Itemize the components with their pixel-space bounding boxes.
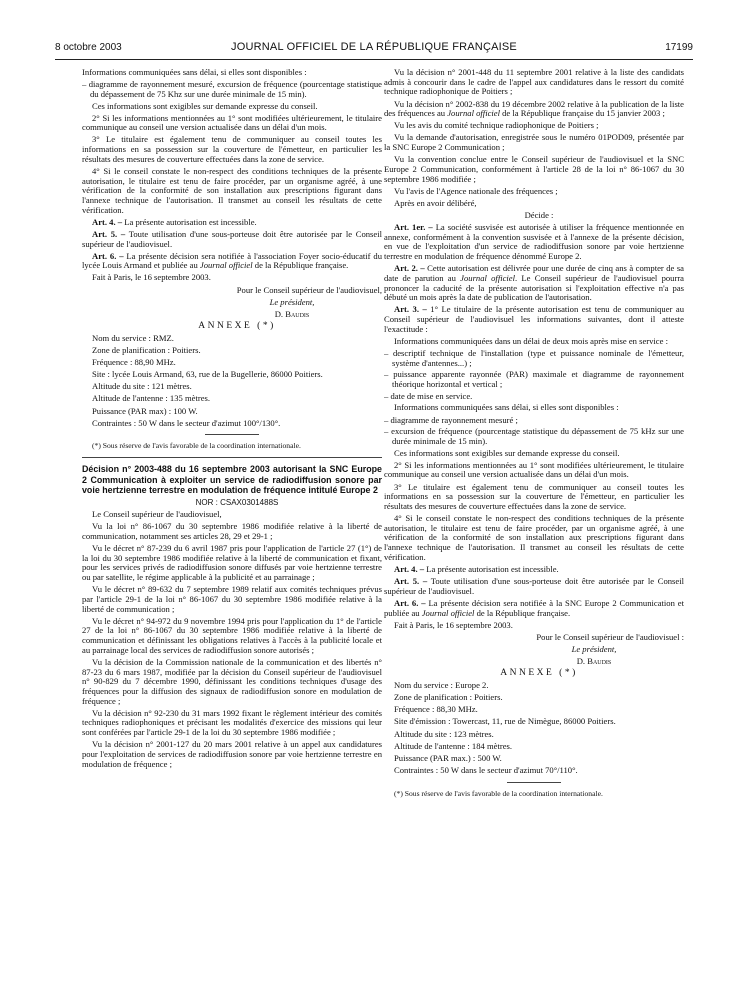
- annexe-line: Altitude du site : 121 mètres.: [92, 381, 192, 392]
- article-text: Toute utilisation d'une sous-porteuse doit être autorisée par le Conseil supérieur de l'audiovisuel.: [82, 228, 382, 249]
- signature-role: Le président,: [571, 643, 617, 654]
- annexe-line: Nom du service : RMZ.: [92, 332, 174, 343]
- article-3: [384, 305, 684, 334]
- annexe-line: Altitude du site : 123 mètres.: [394, 728, 494, 739]
- signature-name: D. Baudis: [576, 655, 612, 666]
- article-6: [384, 599, 684, 618]
- list-item: – date de mise en service.: [384, 390, 473, 401]
- signature-pour: Pour le Conseil supérieur de l'audiovisuel :: [536, 631, 684, 642]
- decision-title: Décision n° 2003-488 du 16 septembre 2003 autorisant la SNC Europe 2 Communication à exploiter un service de radiodiffusion sonore par voie hertzienne terrestre en modulation de fréquence intitulé Europe 2: [82, 464, 382, 495]
- header-date: 8 octobre 2003: [55, 42, 122, 53]
- annexe-heading: ANNEXE (*): [500, 668, 578, 679]
- paragraph: Vu le décret n° 87-239 du 6 avril 1987 pris pour l'application de l'article 27 (1°) de la loi du 30 septembre 1986 modifiée relative à la liberté de communication et fixant, pour les services privés de radiodiffusion sonore diffusés par voie hertzienne terrestre ou par satellite, le régime applicable à la publicité et au parrainage ;: [82, 542, 382, 583]
- paragraph: Le Conseil supérieur de l'audiovisuel,: [92, 509, 222, 520]
- paragraph: Vu la convention conclue entre le Conseil supérieur de l'audiovisuel et la SNC Europe 2 Communication, conformément à l'article 28 de la loi n° 86-1067 du 30 septembre 1986 modifiée ;: [384, 154, 684, 184]
- text: Vu la décision n° 2002-838 du 19 décembre 2002 relative à la publication de la liste des fréquences au: [384, 98, 684, 119]
- fait-a-paris: Fait à Paris, le 16 septembre 2003.: [394, 619, 513, 630]
- article-label: Art. 3. –: [394, 304, 427, 315]
- annexe-heading: ANNEXE (*): [198, 320, 276, 331]
- annexe-line: Fréquence : 88,90 MHz.: [92, 357, 176, 368]
- signature-name: D. Baudis: [274, 308, 310, 319]
- list-item: – diagramme de rayonnement mesuré, excursion de fréquence (pourcentage statistique du dépassement de 75 Khz sur une durée minimale de 15 min).: [82, 79, 382, 99]
- header-rule: [55, 59, 693, 60]
- article-text: 1° Le titulaire de la présente autorisation est tenu de communiquer au Conseil supérieur de l'audiovisuel les informations suivantes, dont il atteste l'exactitude :: [384, 304, 684, 334]
- paragraph: Vu le décret n° 89-632 du 7 septembre 1989 relatif aux comités techniques prévus par l'article 29-1 de la loi n° 86-1067 du 30 septembre 1986 modifiée relative à la liberté de communication ;: [82, 584, 382, 614]
- article-4: [384, 565, 684, 575]
- page-header: [55, 42, 693, 56]
- article-label: Art. 4. –: [394, 563, 425, 574]
- signature-pour: Pour le Conseil supérieur de l'audiovisuel,: [236, 284, 382, 295]
- paragraph: 3° Le titulaire est également tenu de communiquer au conseil toutes les informations en sa possession sur la couverture de l'émetteur, en particulier les résultats des mesures de couverture effectuées dans la zone de service.: [384, 481, 684, 511]
- journal-name: Journal officiel: [447, 108, 500, 119]
- article-text: La présente autorisation est incessible.: [124, 216, 257, 227]
- annexe-line: Altitude de l'antenne : 184 mètres.: [394, 740, 513, 751]
- paragraph: Vu la décision n° 92-230 du 31 mars 1992 fixant le règlement intérieur des comités techniques radiophoniques et précisant les modalités d'exercice des missions qui leur sont conférées par l'article 29-1 de la loi du 30 septembre 1986 modifiée ;: [82, 707, 382, 738]
- annexe-line: Contraintes : 50 W dans le secteur d'azimut 100°/130°.: [92, 417, 281, 428]
- section-rule: [82, 457, 382, 458]
- article-text: La présente décision sera notifiée à la SNC Europe 2 Communication et publiée au: [384, 597, 684, 618]
- article-5: [384, 577, 684, 596]
- annexe-line: Fréquence : 88,30 MHz.: [394, 704, 478, 715]
- article-text: . Le Conseil supérieur de l'audiovisuel pourra prononcer la caducité de la présente autorisation si l'exploitation effective n'a pas débuté un mois après la date de publication de l'autorisation.: [384, 272, 684, 303]
- paragraph: 2° Si les informations mentionnées au 1° sont modifiées ultérieurement, le titulaire communique au conseil une version actualisée dans un délai d'un mois.: [384, 459, 684, 480]
- header-journal-title: JOURNAL OFFICIEL DE LA RÉPUBLIQUE FRANÇAISE: [231, 41, 517, 53]
- decide-heading: Décide :: [524, 209, 554, 220]
- footnote-rule: [205, 434, 259, 435]
- article-6: [82, 252, 382, 271]
- article-text: La présente décision sera notifiée à l'association Foyer socio-éducatif du lycée Louis Armand et publiée au: [82, 250, 382, 271]
- article-text: de la République française.: [252, 260, 349, 271]
- annexe-line: Puissance (PAR max.) : 500 W.: [394, 752, 502, 763]
- article-label: Art. 5. –: [394, 576, 428, 587]
- fait-a-paris: Fait à Paris, le 16 septembre 2003.: [92, 272, 211, 283]
- paragraph: Vu la décision n° 2001-127 du 20 mars 2001 relative à un appel aux candidatures pour l'exploitation de services de radiodiffusion sonore par voie hertzienne terrestre en modulation de fréquence ;: [82, 739, 382, 769]
- paragraph: Informations communiquées sans délai, si elles sont disponibles :: [82, 68, 307, 77]
- signature-role: Le président,: [269, 296, 315, 307]
- paragraph: 2° Si les informations mentionnées au 1° sont modifiées ultérieurement, le titulaire communique au conseil une version actualisée dans un délai d'un mois.: [82, 112, 382, 133]
- article-label: Art. 2. –: [394, 263, 425, 274]
- nor-reference: NOR : CSAX0301488S: [195, 497, 279, 507]
- article-label: Art. 6. –: [92, 250, 124, 261]
- paragraph: Ces informations sont exigibles sur demande expresse du conseil.: [92, 100, 318, 111]
- footnote-rule: [507, 782, 561, 783]
- paragraph: Vu la loi n° 86-1067 du 30 septembre 1986 modifiée relative à la liberté de communication, notamment ses articles 28, 29 et 29-1 ;: [82, 521, 382, 541]
- annexe-line: Zone de planification : Poitiers.: [92, 345, 201, 356]
- article-label: Art. 1er. –: [394, 221, 433, 232]
- paragraph: Vu la demande d'autorisation, enregistrée sous le numéro 01POD09, présentée par la SNC Europe 2 Communication ;: [384, 132, 684, 153]
- header-page-number: 17199: [665, 42, 693, 53]
- paragraph: 4° Si le conseil constate le non-respect des conditions techniques de la présente autorisation, le titulaire est tenu de faire procéder, par un organisme agréé, à une vérification de la conformité de son installation aux prescriptions figurant dans l'annexe technique de l'autorisation. Il transmet au conseil les résultats de cette vérification.: [384, 513, 684, 562]
- paragraph: 3° Le titulaire est également tenu de communiquer au conseil toutes les informations en sa possession sur la couverture de l'émetteur, en particulier les résultats des mesures de couverture effectuées dans la zone de service.: [82, 134, 382, 164]
- paragraph: Vu les avis du comité technique radiophonique de Poitiers ;: [394, 120, 599, 131]
- journal-name: Journal officiel: [460, 272, 515, 283]
- article-4: [82, 218, 382, 228]
- paragraph: Informations communiquées sans délai, si elles sont disponibles :: [394, 402, 619, 413]
- article-text: Cette autorisation est délivrée pour une durée de cinq ans à compter de sa date de parution au: [384, 263, 684, 283]
- annexe-line: Nom du service : Europe 2.: [394, 680, 489, 691]
- paragraph: Après en avoir délibéré,: [394, 197, 477, 208]
- article-label: Art. 5. –: [92, 228, 126, 239]
- paragraph: Informations communiquées dans un délai de deux mois après mise en service :: [394, 335, 668, 346]
- article-text: La présente autorisation est incessible.: [426, 563, 559, 574]
- paragraph: [384, 100, 684, 119]
- annexe-line: Zone de planification : Poitiers.: [394, 692, 503, 703]
- footnote: (*) Sous réserve de l'avis favorable de la coordination internationale.: [394, 788, 603, 798]
- list-item: – diagramme de rayonnement mesuré ;: [384, 414, 518, 425]
- journal-name: Journal officiel: [199, 260, 253, 271]
- paragraph: Vu la décision de la Commission nationale de la communication et des libertés n° 87-23 du 6 mars 1987, modifiée par la décision du Conseil supérieur de l'audiovisuel n° 90-829 du 7 décembre 1990, définissant les conditions techniques d'usage des fréquences pour la diffusion des signaux de radiodiffusion sonore en modulation de fréquence ;: [82, 656, 382, 706]
- article-text: de la République française.: [474, 607, 571, 618]
- article-text: Toute utilisation d'une sous-porteuse doit être autorisée par le Conseil supérieur de l'audiovisuel.: [384, 576, 684, 596]
- annexe-line: Altitude de l'antenne : 135 mètres.: [92, 393, 211, 404]
- list-item: – descriptif technique de l'installation (type et puissance nominale de l'émetteur, système d'antennes...) ;: [384, 347, 684, 368]
- footnote: (*) Sous réserve de l'avis favorable de la coordination internationale.: [92, 441, 301, 451]
- paragraph: Ces informations sont exigibles sur demande expresse du conseil.: [394, 447, 620, 458]
- paragraph: Vu la décision n° 2001-448 du 11 septembre 2001 relative à la liste des candidats admis à concourir dans le cadre de l'appel aux candidatures dans le ressort du comité technique radiophonique de Poitiers ;: [384, 68, 684, 97]
- article-label: Art. 6. –: [394, 597, 426, 608]
- list-item: – puissance apparente rayonnée (PAR) maximale et diagramme de rayonnement théorique horizontal et vertical ;: [384, 369, 684, 390]
- article-2: [384, 264, 684, 303]
- article-5: [82, 230, 382, 249]
- text: de la République française du 15 janvier 2003 ;: [499, 108, 665, 119]
- article-text: La société susvisée est autorisée à utiliser la fréquence mentionnée en annexe, conformément à la convention susvisée et à l'annexe de la présente décision, en vue de l'exploitation d'un service de radiodiffusion sonore par voie hertzienne terrestre en modulation de fréquence dénommé Europe 2.: [384, 221, 684, 262]
- annexe-line: Puissance (PAR max) : 100 W.: [92, 405, 198, 416]
- annexe-line: Site d'émission : Towercast, 11, rue de Nimègue, 86000 Poitiers.: [394, 716, 616, 727]
- annexe-line: Contraintes : 50 W dans le secteur d'azimut 70°/110°.: [394, 764, 578, 775]
- paragraph: Vu le décret n° 94-972 du 9 novembre 1994 pris pour l'application du 1° de l'article 27 de la loi n° 86-1067 du 30 septembre 1986 modifiée relative à la liberté de communication et définissant les obligations relatives à l'accès à la publicité locale et au parrainage local des services de radiodiffusion sonore autorisés ;: [82, 615, 382, 655]
- article-label: Art. 4. –: [92, 216, 123, 227]
- paragraph: 4° Si le conseil constate le non-respect des conditions techniques de la présente autorisation, le titulaire est tenu de faire procéder, par un organisme agréé, à une vérification de la conformité de son installation aux prescriptions figurant dans l'annexe technique de l'autorisation. Il transmet au conseil les résultats de cette vérification.: [82, 165, 382, 215]
- paragraph: Vu l'avis de l'Agence nationale des fréquences ;: [394, 185, 558, 196]
- left-column: [82, 68, 382, 973]
- article-1: [384, 223, 684, 262]
- right-column: [384, 68, 684, 973]
- annexe-line: Site : lycée Louis Armand, 63, rue de la Bugellerie, 86000 Poitiers.: [92, 369, 323, 380]
- list-item: – excursion de fréquence (pourcentage statistique du dépassement de 75 kHz sur une durée minimale de 15 min).: [384, 426, 684, 446]
- journal-name: Journal officiel: [421, 607, 475, 618]
